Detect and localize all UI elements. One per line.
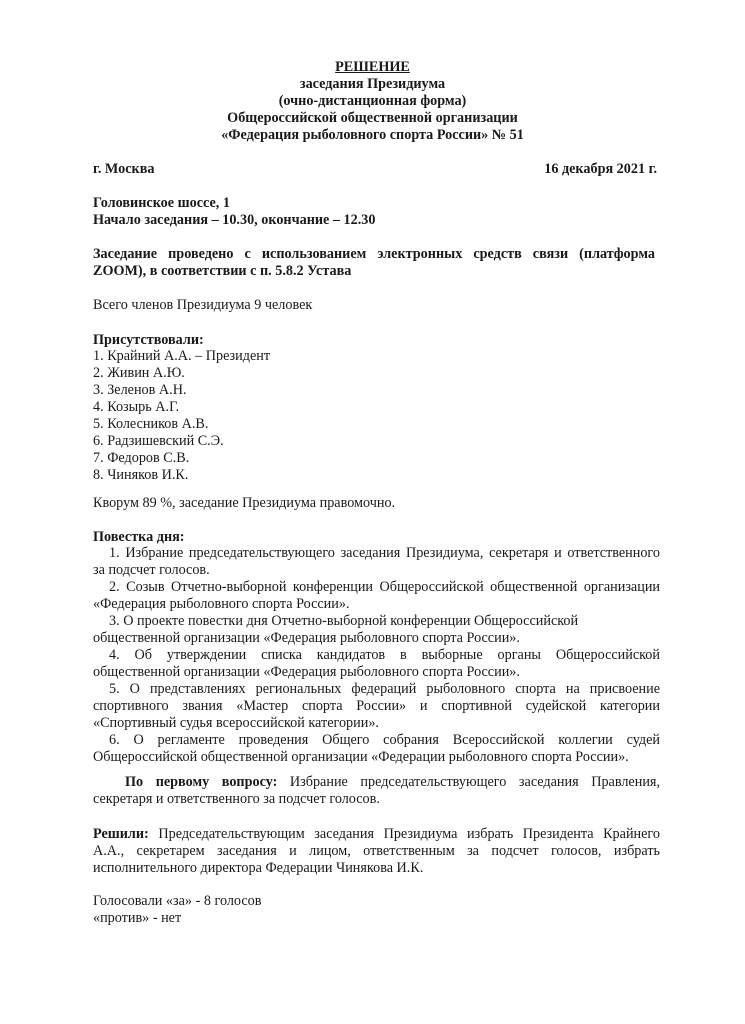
agenda-item-4: [93, 647, 660, 681]
first-question-label: По первому вопросу:: [125, 774, 278, 790]
list-item: 3. Зеленов А.Н.: [93, 382, 187, 398]
agenda-item-line: 3. О проекте повестки дня Отчетно-выборной конференции Общероссийской: [109, 613, 579, 629]
list-item: 5. Колесников А.В.: [93, 416, 209, 432]
decision-line-2: А.А., секретарем заседания и лицом, ответственным за подсчет голосов, избрать: [93, 843, 660, 859]
vote-for: Голосовали «за» - 8 голосов: [93, 893, 262, 909]
decision-line-3: исполнительного директора Федерации Чинякова И.К.: [93, 860, 424, 876]
list-item: 1. Крайний А.А. – Президент: [93, 348, 271, 364]
agenda-item-line: 6. О регламенте проведения Общего собрания Всероссийской коллегии судей: [109, 732, 660, 748]
first-question: [93, 774, 660, 808]
agenda-item-line: 2. Созыв Отчетно-выборной конференции Общероссийской общественной организации: [109, 579, 660, 595]
agenda-item-3: [93, 613, 660, 647]
list-item: 6. Радзишевский С.Э.: [93, 433, 224, 449]
format-note-line-1: Заседание проведено с использованием электронных средств связи (платформа: [93, 246, 655, 262]
list-item: 4. Козырь А.Г.: [93, 399, 180, 415]
first-question-line-1: [93, 774, 660, 791]
first-question-text: Избрание председательствующего заседания Правления,: [277, 774, 660, 790]
agenda-item-6: [93, 732, 660, 766]
agenda-item-line: 5. О представлениях региональных федераций рыболовного спорта на присвоение: [109, 681, 660, 697]
agenda-item-line: 1. Избрание председательствующего заседания Президиума, секретаря и ответственного: [109, 545, 660, 561]
header-line-4: «Федерация рыболовного спорта России» № 51: [221, 127, 524, 143]
agenda-item-line: спортивного звания «Мастер спорта России» и спортивной судейской категории: [93, 698, 660, 714]
list-item: 7. Федоров С.В.: [93, 450, 190, 466]
format-note-line-2: ZOOM), в соответствии с п. 5.8.2 Устава: [93, 263, 352, 279]
decision-line-1: [93, 826, 660, 843]
members-list: [93, 348, 270, 484]
decision: [93, 826, 660, 877]
decision-text: Председательствующим заседания Президиума избрать Президента Крайнего: [148, 826, 660, 842]
list-item: 8. Чиняков И.К.: [93, 467, 189, 483]
agenda-item-line: «Спортивный судья всероссийской категории».: [93, 715, 379, 731]
agenda-title: Повестка дня:: [93, 529, 185, 545]
meeting-format-note: [93, 246, 655, 280]
agenda-item-line: общественной организации «Федерация рыболовного спорта России».: [93, 630, 520, 646]
meeting-address: Головинское шоссе, 1: [93, 195, 230, 211]
header-line-1: заседания Президиума: [299, 76, 446, 92]
agenda-list: [93, 545, 660, 766]
document-header: [90, 59, 655, 144]
meeting-city: г. Москва: [93, 161, 155, 177]
total-members: Всего членов Президиума 9 человек: [93, 297, 313, 313]
agenda-item-2: [93, 579, 660, 613]
vote-against: «против» - нет: [93, 910, 182, 926]
header-line-3: Общероссийской общественной организации: [227, 110, 518, 126]
agenda-item-1: [93, 545, 660, 579]
first-question-line-2: секретаря и ответственного за подсчет голосов.: [93, 791, 380, 807]
agenda-item-line: 4. Об утверждении списка кандидатов в выборные органы Общероссийской: [109, 647, 660, 663]
agenda-item-line: «Федерация рыболовного спорта России».: [93, 596, 350, 612]
document-title: РЕШЕНИЕ: [335, 59, 410, 75]
decision-label: Решили:: [93, 826, 149, 842]
quorum-statement: Кворум 89 %, заседание Президиума правомочно.: [93, 495, 396, 511]
meeting-time: Начало заседания – 10.30, окончание – 12.30: [93, 212, 376, 228]
list-item: 2. Живин А.Ю.: [93, 365, 185, 381]
agenda-item-5: [93, 681, 660, 732]
meeting-date: 16 декабря 2021 г.: [544, 161, 657, 177]
present-title: Присутствовали:: [93, 332, 204, 348]
agenda-item-line: за подсчет голосов.: [93, 562, 210, 578]
agenda-item-line: общественной организации «Федерация рыболовного спорта России».: [93, 664, 520, 680]
agenda-item-line: Общероссийской общественной организации «Федерации рыболовного спорта России».: [93, 749, 629, 765]
header-line-2: (очно-дистанционная форма): [278, 93, 467, 109]
